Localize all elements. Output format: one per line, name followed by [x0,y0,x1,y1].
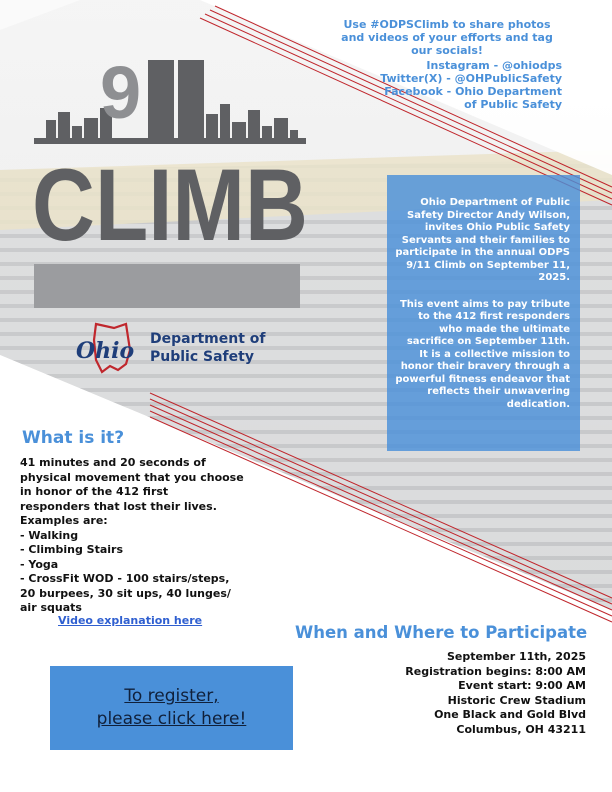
info-paragraph-invite: Ohio Department of Public Safety Director Andy Wilson, invites Ohio Public Safety Servants and their families to participate in the annual ODPS 9/11 Climb on September 11, 2025. [395,197,570,283]
logo-number: 9 [100,51,142,134]
what-line: Examples are: [20,514,108,527]
venue-city: Columbus, OH 43211 [456,722,586,736]
what-line: physical movement that you choose [20,470,244,484]
venue-street: One Black and Gold Blvd [434,708,586,721]
skyline-graphic [34,60,306,144]
what-line: - Yoga [20,557,59,571]
info-panel [387,175,580,451]
what-heading: What is it? [22,428,125,448]
instagram-handle: Instagram - @ohiodps [426,59,562,72]
what-line: - CrossFit WOD - 100 stairs/steps, [20,572,230,585]
register-button[interactable] [50,666,293,750]
when-where-details [390,650,586,737]
climb-logo [20,50,320,310]
event-date: September 11th, 2025 [446,650,586,663]
twitter-handle: Twitter(X) - @OHPublicSafety [380,72,562,85]
odps-name [150,330,266,366]
ohio-script-text: Ohio [76,338,135,364]
register-line1: To register, [124,686,219,706]
logo-title: CLIMB [32,148,308,262]
what-line: - Walking [20,528,79,542]
what-line: air squats [20,601,82,614]
what-description [20,456,270,616]
facebook-handle-2: of Public Safety [464,98,562,111]
event-start-time: Event start: 9:00 AM [458,679,586,692]
what-line: in honor of the 412 first [20,485,169,498]
what-line: responders that lost their lives. [20,499,217,513]
what-line: 20 burpees, 30 sit ups, 40 lunges/ [20,586,231,600]
register-click-here-link[interactable]: click here! [157,709,247,729]
hashtag-text: Use #ODPSClimb to share photos and videos of your efforts and tag our socials! [341,18,553,57]
facebook-handle-1: Facebook - Ohio Department [384,85,562,98]
venue-name: Historic Crew Stadium [447,693,586,707]
video-explanation-link[interactable]: Video explanation here [58,614,203,627]
register-line2 [97,708,247,731]
logo-bar [34,264,300,308]
info-paragraph-tribute: This event aims to pay tribute to the 412 first responders who made the ultimate sacrifice on September 11th. It is a collective mission to honor their bravery through a powerful fitness endeavor that reflects their unwavering dedication. [395,298,570,410]
social-callout [332,18,562,111]
what-line: - Climbing Stairs [20,543,123,556]
odps-name-line1: Department of [150,331,266,347]
odps-name-line2: Public Safety [150,349,254,365]
what-line: 41 minutes and 20 seconds of [20,456,206,469]
registration-time: Registration begins: 8:00 AM [405,664,586,678]
register-please: please [96,709,158,729]
when-where-heading: When and Where to Participate [295,623,588,642]
